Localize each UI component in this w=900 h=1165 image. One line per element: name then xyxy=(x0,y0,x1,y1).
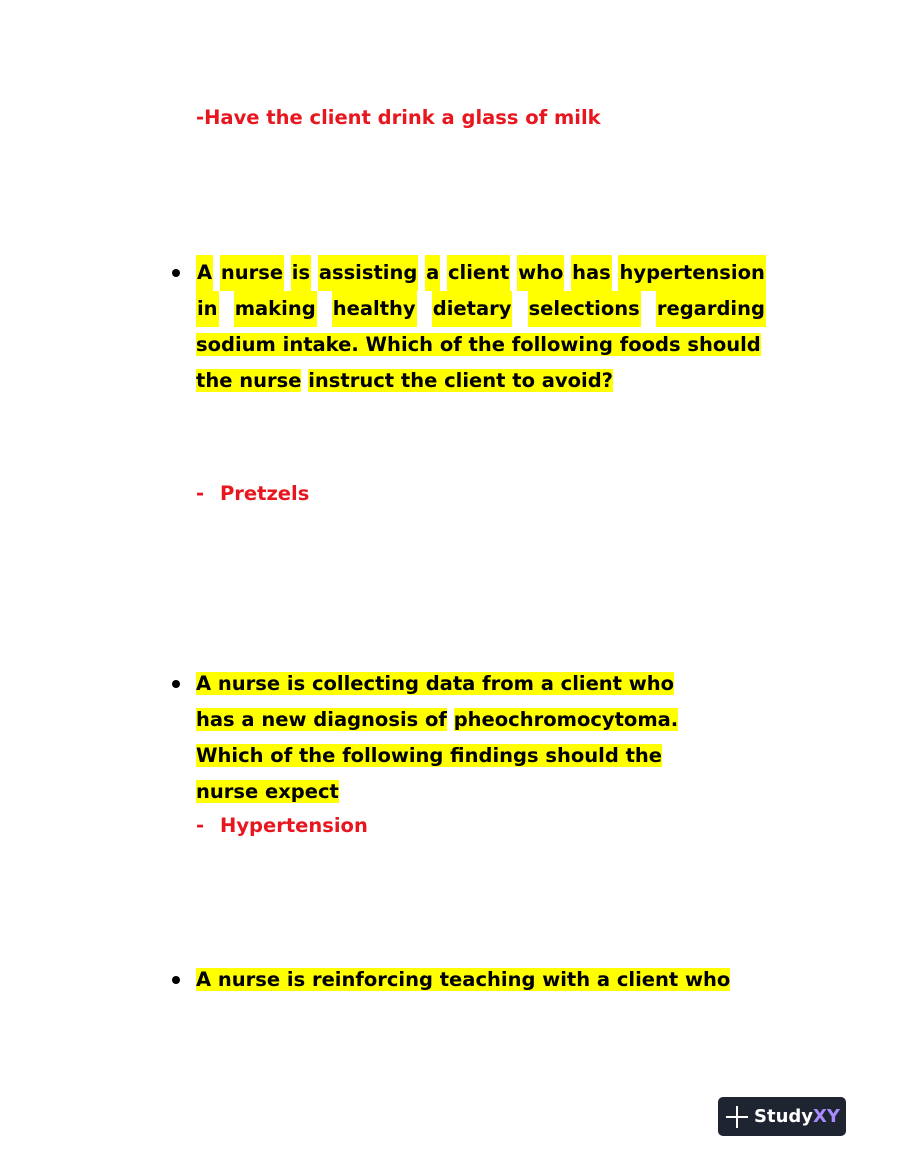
q1-word: making xyxy=(234,291,317,327)
q1-word: healthy xyxy=(332,291,417,327)
q1-word: a xyxy=(425,255,440,291)
q1-word: has xyxy=(571,255,612,291)
logo-text xyxy=(754,1106,840,1127)
q2-text: nurse expect xyxy=(196,780,339,803)
q3-text: A nurse is reinforcing teaching with a client who xyxy=(196,968,731,991)
q2-line-4 xyxy=(196,774,339,810)
q2-text: pheochromocytoma. xyxy=(453,708,679,731)
answer-dash: - xyxy=(196,814,205,837)
q1-text: the nurse xyxy=(196,369,302,392)
q2-answer-text: Hypertension xyxy=(220,814,368,837)
bullet-q2 xyxy=(172,680,180,688)
q2-text: has a new diagnosis of xyxy=(196,708,447,731)
q1-word: selections xyxy=(528,291,641,327)
q1-word: who xyxy=(517,255,564,291)
q2-text: A nurse is collecting data from a client who xyxy=(196,672,675,695)
q1-word: client xyxy=(447,255,510,291)
bullet-q1 xyxy=(172,269,180,277)
q2-text: Which of the following findings should the xyxy=(196,744,663,767)
plus-icon xyxy=(726,1106,748,1128)
q1-word: in xyxy=(196,291,219,327)
q1-word: hypertension xyxy=(618,255,765,291)
q1-word: regarding xyxy=(656,291,766,327)
q1-answer-text: Pretzels xyxy=(220,482,310,505)
q1-line-3 xyxy=(196,327,761,363)
q1-word: A xyxy=(196,255,213,291)
q1-word: assisting xyxy=(318,255,419,291)
previous-answer: -Have the client drink a glass of milk xyxy=(196,106,601,129)
q2-line-1 xyxy=(196,666,674,702)
logo-accent: XY xyxy=(813,1106,840,1127)
q1-line-2 xyxy=(196,291,766,327)
bullet-q3 xyxy=(172,976,180,984)
q1-text: sodium intake. Which of the following foods should xyxy=(196,333,761,356)
q2-line-3 xyxy=(196,738,662,774)
q1-answer xyxy=(196,482,309,505)
answer-dash: - xyxy=(196,482,205,505)
q2-line-2 xyxy=(196,702,678,738)
q1-word: nurse xyxy=(220,255,284,291)
q3-line-1 xyxy=(196,962,730,998)
logo-main: Study xyxy=(754,1106,814,1127)
q1-word: dietary xyxy=(432,291,513,327)
q1-line-1 xyxy=(196,255,766,291)
q1-text: instruct the client to avoid? xyxy=(308,369,613,392)
q1-word: is xyxy=(291,255,311,291)
studyxy-logo xyxy=(718,1097,846,1136)
q2-answer xyxy=(196,814,368,837)
q1-line-4 xyxy=(196,363,613,399)
